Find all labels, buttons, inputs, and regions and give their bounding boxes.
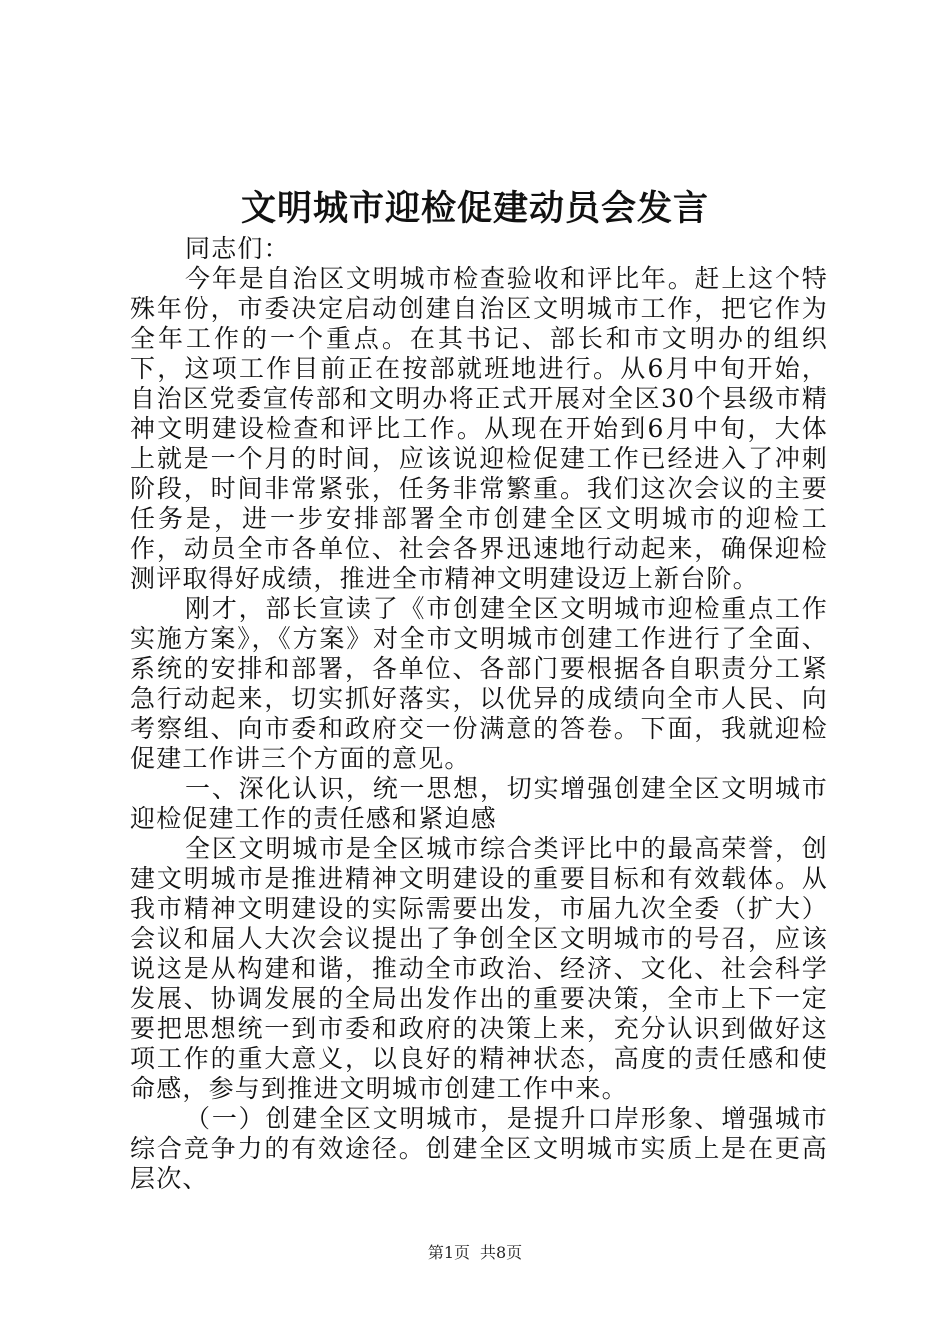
document-body xyxy=(130,234,828,1194)
body-paragraph: 刚才，部长宣读了《市创建全区文明城市迎检重点工作实施方案》，《方案》对全市文明城市创建工作进行了全面、系统的安排和部署，各单位、各部门要根据各自职责分工紧急行动起来，切实抓好落实，以优异的成绩向全市人民、向考察组、向市委和政府交一份满意的答卷。下面，我就迎检促建工作讲三个方面的意见。 xyxy=(130,594,828,773)
section-heading: 一、深化认识，统一思想，切实增强创建全区文明城市迎检促建工作的责任感和紧迫感 xyxy=(130,774,828,833)
body-paragraph: 今年是自治区文明城市检查验收和评比年。赶上这个特殊年份，市委决定启动创建自治区文明城市工作，把它作为全年工作的一个重点。在其书记、部长和市文明办的组织下，这项工作目前正在按部就班地进行。从6月中旬开始，自治区党委宣传部和文明办将正式开展对全区30个县级市精神文明建设检查和评比工作。从现在开始到6月中旬，大体上就是一个月的时间，应该说迎检促建工作已经进入了冲刺阶段，时间非常紧张，任务非常繁重。我们这次会议的主要任务是，进一步安排部署全市创建全区文明城市的迎检工作，动员全市各单位、社会各界迅速地行动起来，确保迎检测评取得好成绩，推进全市精神文明建设迈上新台阶。 xyxy=(130,264,828,593)
page-footer xyxy=(0,1238,950,1268)
document-title: 文明城市迎检促建动员会发言 xyxy=(240,188,709,229)
page-total: 共8页 xyxy=(480,1243,523,1262)
salutation-paragraph: 同志们： xyxy=(185,234,290,263)
body-paragraph: 全区文明城市是全区城市综合类评比中的最高荣誉，创建文明城市是推进精神文明建设的重要目标和有效载体。从我市精神文明建设的实际需要出发，市届九次全委（扩大）会议和届人大次会议提出了争创全区文明城市的号召，应该说这是从构建和谐，推动全市政治、经济、文化、社会科学发展、协调发展的全局出发作出的重要决策，全市上下一定要把思想统一到市委和政府的决策上来，充分认识到做好这项工作的重大意义，以良好的精神状态，高度的责任感和使命感，参与到推进文明城市创建工作中来。 xyxy=(130,834,828,1103)
subsection-paragraph: （一）创建全区文明城市，是提升口岸形象、增强城市综合竞争力的有效途径。创建全区文明城市实质上是在更高层次、 xyxy=(130,1104,828,1193)
page-number: 第1页 xyxy=(427,1243,470,1262)
